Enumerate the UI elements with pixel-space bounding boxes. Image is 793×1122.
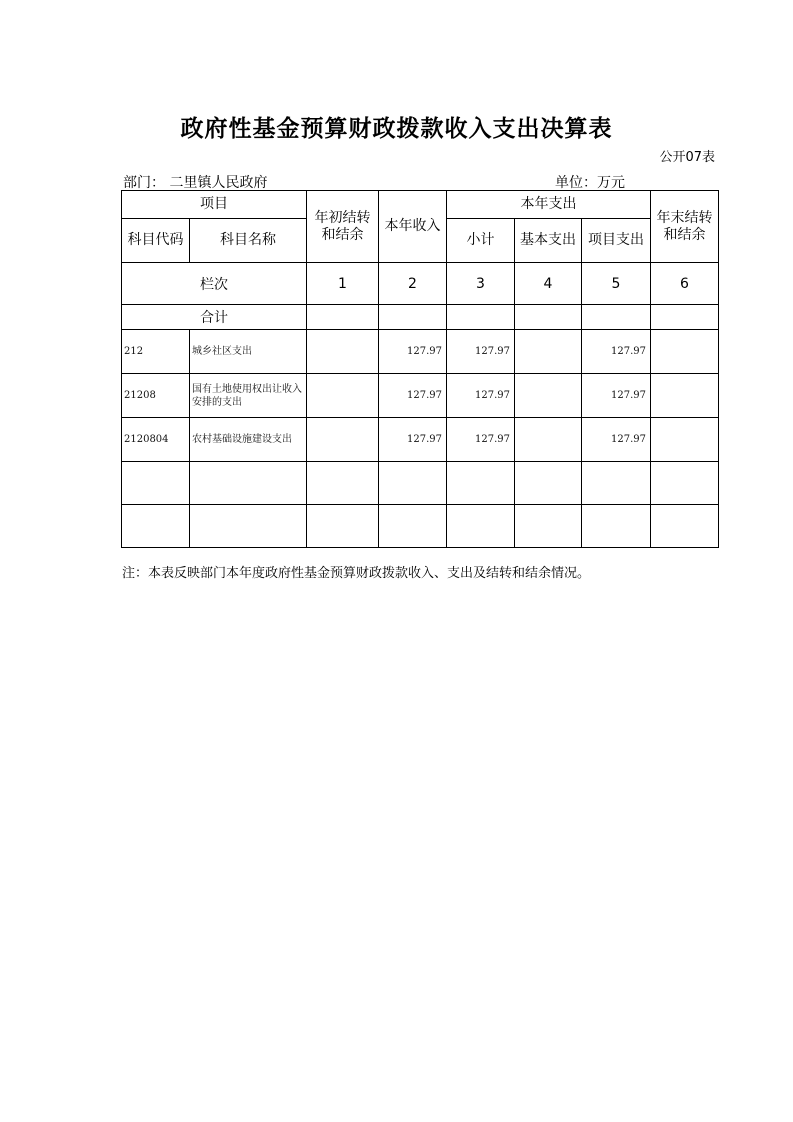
subtotal-value: 127.97	[447, 374, 515, 418]
header-current-income: 本年收入	[379, 191, 447, 263]
opening-value	[307, 330, 379, 374]
closing-value	[651, 418, 719, 462]
subject-name: 城乡社区支出	[190, 330, 307, 374]
opening-value	[307, 374, 379, 418]
header-current-expense: 本年支出	[447, 191, 651, 219]
opening-value	[307, 418, 379, 462]
header-basic-expense: 基本支出	[515, 219, 582, 263]
total-label: 合计	[122, 305, 307, 330]
income-value: 127.97	[379, 330, 447, 374]
header-closing-balance: 年末结转和结余	[651, 191, 719, 263]
basic-value	[515, 330, 582, 374]
column-number: 1	[307, 263, 379, 305]
header-subtotal: 小计	[447, 219, 515, 263]
header-project-expense: 项目支出	[582, 219, 651, 263]
table-row	[122, 418, 719, 462]
project-value: 127.97	[582, 330, 651, 374]
column-number: 2	[379, 263, 447, 305]
column-number: 6	[651, 263, 719, 305]
header-subject-code: 科目代码	[122, 219, 190, 263]
subtotal-value: 127.97	[447, 330, 515, 374]
project-value: 127.97	[582, 374, 651, 418]
income-value: 127.97	[379, 374, 447, 418]
subtotal-value: 127.97	[447, 418, 515, 462]
subject-code: 212	[122, 330, 190, 374]
table-row	[122, 374, 719, 418]
table-row	[122, 462, 719, 505]
budget-table	[121, 190, 719, 548]
header-subject-name: 科目名称	[190, 219, 307, 263]
subject-code: 2120804	[122, 418, 190, 462]
header-opening-balance: 年初结转和结余	[307, 191, 379, 263]
unit-label: 单位：万元	[555, 175, 625, 191]
closing-value	[651, 374, 719, 418]
basic-value	[515, 374, 582, 418]
column-number: 5	[582, 263, 651, 305]
table-code: 公开07表	[659, 150, 715, 165]
subject-code: 21208	[122, 374, 190, 418]
income-value: 127.97	[379, 418, 447, 462]
closing-value	[651, 330, 719, 374]
subject-name: 农村基础设施建设支出	[190, 418, 307, 462]
subject-name: 国有土地使用权出让收入安排的支出	[190, 374, 307, 418]
basic-value	[515, 418, 582, 462]
header-project: 项目	[122, 191, 307, 219]
column-number: 3	[447, 263, 515, 305]
column-number: 4	[515, 263, 582, 305]
table-row	[122, 505, 719, 548]
project-value: 127.97	[582, 418, 651, 462]
table-row	[122, 330, 719, 374]
page-title: 政府性基金预算财政拨款收入支出决算表	[180, 116, 613, 142]
department-label: 部门： 二里镇人民政府	[123, 175, 268, 191]
table-note: 注：本表反映部门本年度政府性基金预算财政拨款收入、支出及结转和结余情况。	[122, 566, 591, 581]
column-index-label: 栏次	[122, 263, 307, 305]
